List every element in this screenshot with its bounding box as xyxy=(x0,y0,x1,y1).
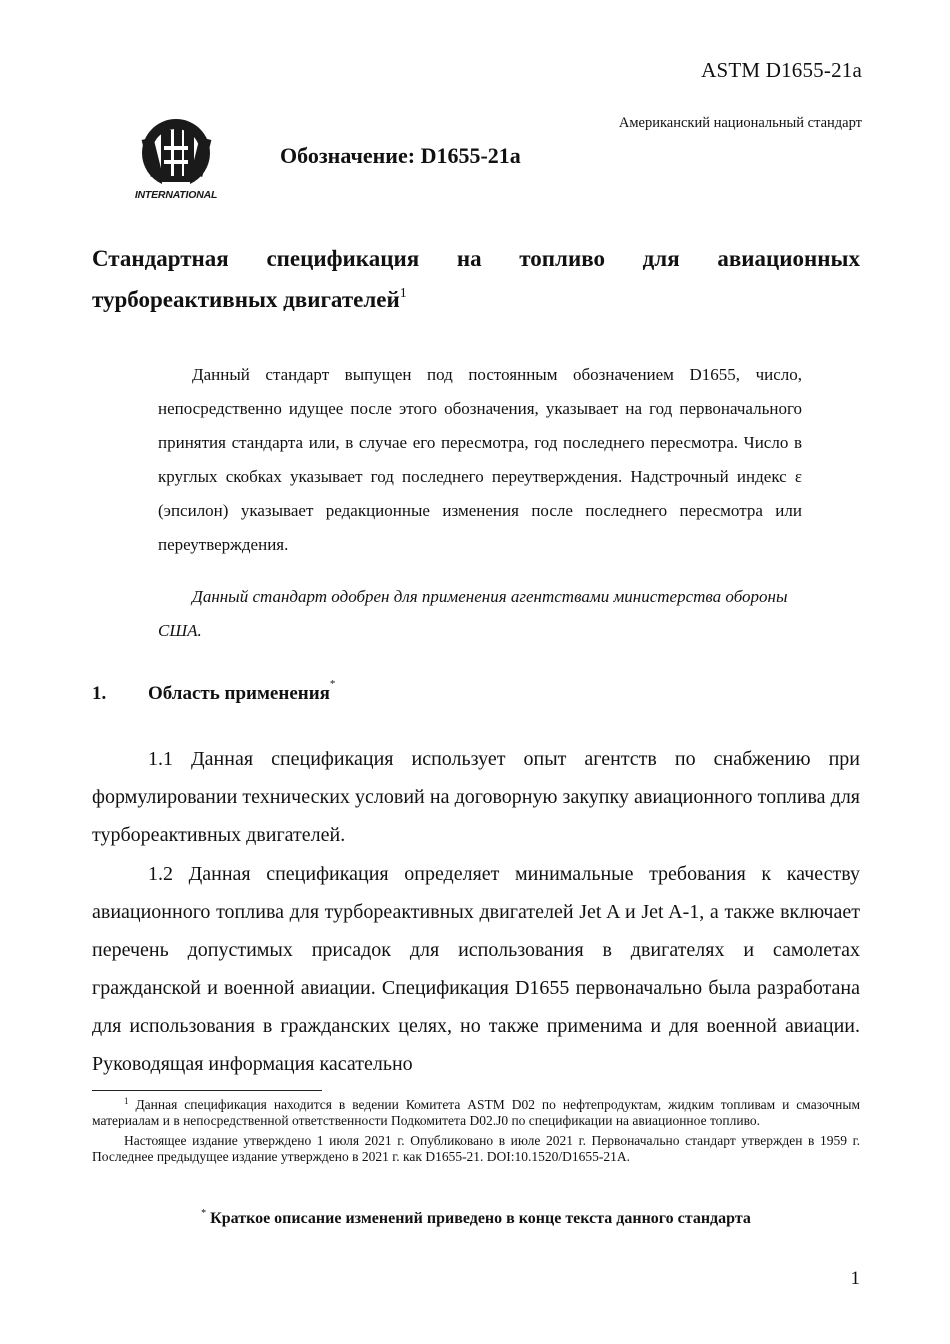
paragraph-1-2: 1.2 Данная спецификация определяет минимальные требования к качеству авиационного топлива для турбореактивных двигателей Jet A и Jet A-1, а также включает перечень допустимых присадок для использования в двигателях и самолетах гражданской и военной авиации. Спецификация D1655 первоначально была разработана для использования в гражданских целях, но также применима и для военной авиации. Руководящая информация касательно xyxy=(92,863,860,1075)
footnote-1-marker: 1 xyxy=(124,1096,129,1106)
footnote-separator xyxy=(92,1090,322,1091)
section-title: Область применения xyxy=(148,683,330,704)
astm-international-logo xyxy=(128,116,224,202)
title-line-1 xyxy=(92,238,860,279)
footnotes xyxy=(92,1097,860,1169)
title-word: Стандартная xyxy=(92,246,229,271)
footnote-1: $^1$ Данная спецификация находится в ведении Комитета ASTM D02 по нефтепродуктам, жидким топливам и смазочным материалам и в непосредственной ответственности Подкомитета D02.J0 по спецификации на авиационное топливо. xyxy=(92,1096,861,1128)
summary-of-changes-note: * Краткое описание изменений приведено в конце текста данного стандарта xyxy=(201,1208,751,1227)
standard-notice-paragraph: Данный стандарт выпущен под постоянным обозначением D1655, число, непосредственно идущее после этого обозначения, указывает на год первоначального принятия стандарта или, в случае его пересмотра, год последнего пересмотра. Число в круглых скобках указывает год последнего переутверждения. Надстрочный индекс ε (эпсилон) указывает редакционные изменения после последнего пересмотра или переутверждения. xyxy=(158,365,802,554)
designation-heading: Обозначение: D1655-21a xyxy=(280,143,521,168)
footnote-edition: Настоящее издание утверждено 1 июля 2021 г. Опубликовано в июле 2021 г. Первоначально стандарт утвержден в 1959 г. Последнее предыдущее издание утверждено в 2021 г. как D1655-21. DOI:10.1520/D1655-21A. xyxy=(92,1133,860,1164)
summary-marker: * xyxy=(201,1208,207,1219)
paragraph-1-1: 1.1 Данная спецификация использует опыт агентств по снабжению при формулировании технических условий на договорную закупку авиационного топлива для турбореактивных двигателей. xyxy=(92,748,860,846)
title-word: топливо xyxy=(519,246,605,271)
approval-notice: Данный стандарт одобрен для применения агентствами министерства обороны США. xyxy=(158,587,788,640)
page-number: 1 xyxy=(850,1268,860,1289)
document-title xyxy=(92,238,860,320)
section-marker: * xyxy=(329,678,336,690)
american-national-standard-label: Американский национальный стандарт xyxy=(618,115,862,131)
section-number: 1. xyxy=(92,683,107,704)
title-footnote-ref[interactable]: 1 xyxy=(399,286,407,301)
document-code: ASTM D1655-21a xyxy=(701,58,862,82)
title-word: для xyxy=(642,246,680,271)
title-line-2: турбореактивных двигателей$^1$ xyxy=(92,286,407,312)
title-word: на xyxy=(456,246,482,271)
title-word: спецификация xyxy=(266,246,420,271)
title-word: авиационных xyxy=(717,246,860,271)
svg-text:INTERNATIONAL: INTERNATIONAL xyxy=(134,189,218,201)
section-1-heading xyxy=(92,678,336,705)
